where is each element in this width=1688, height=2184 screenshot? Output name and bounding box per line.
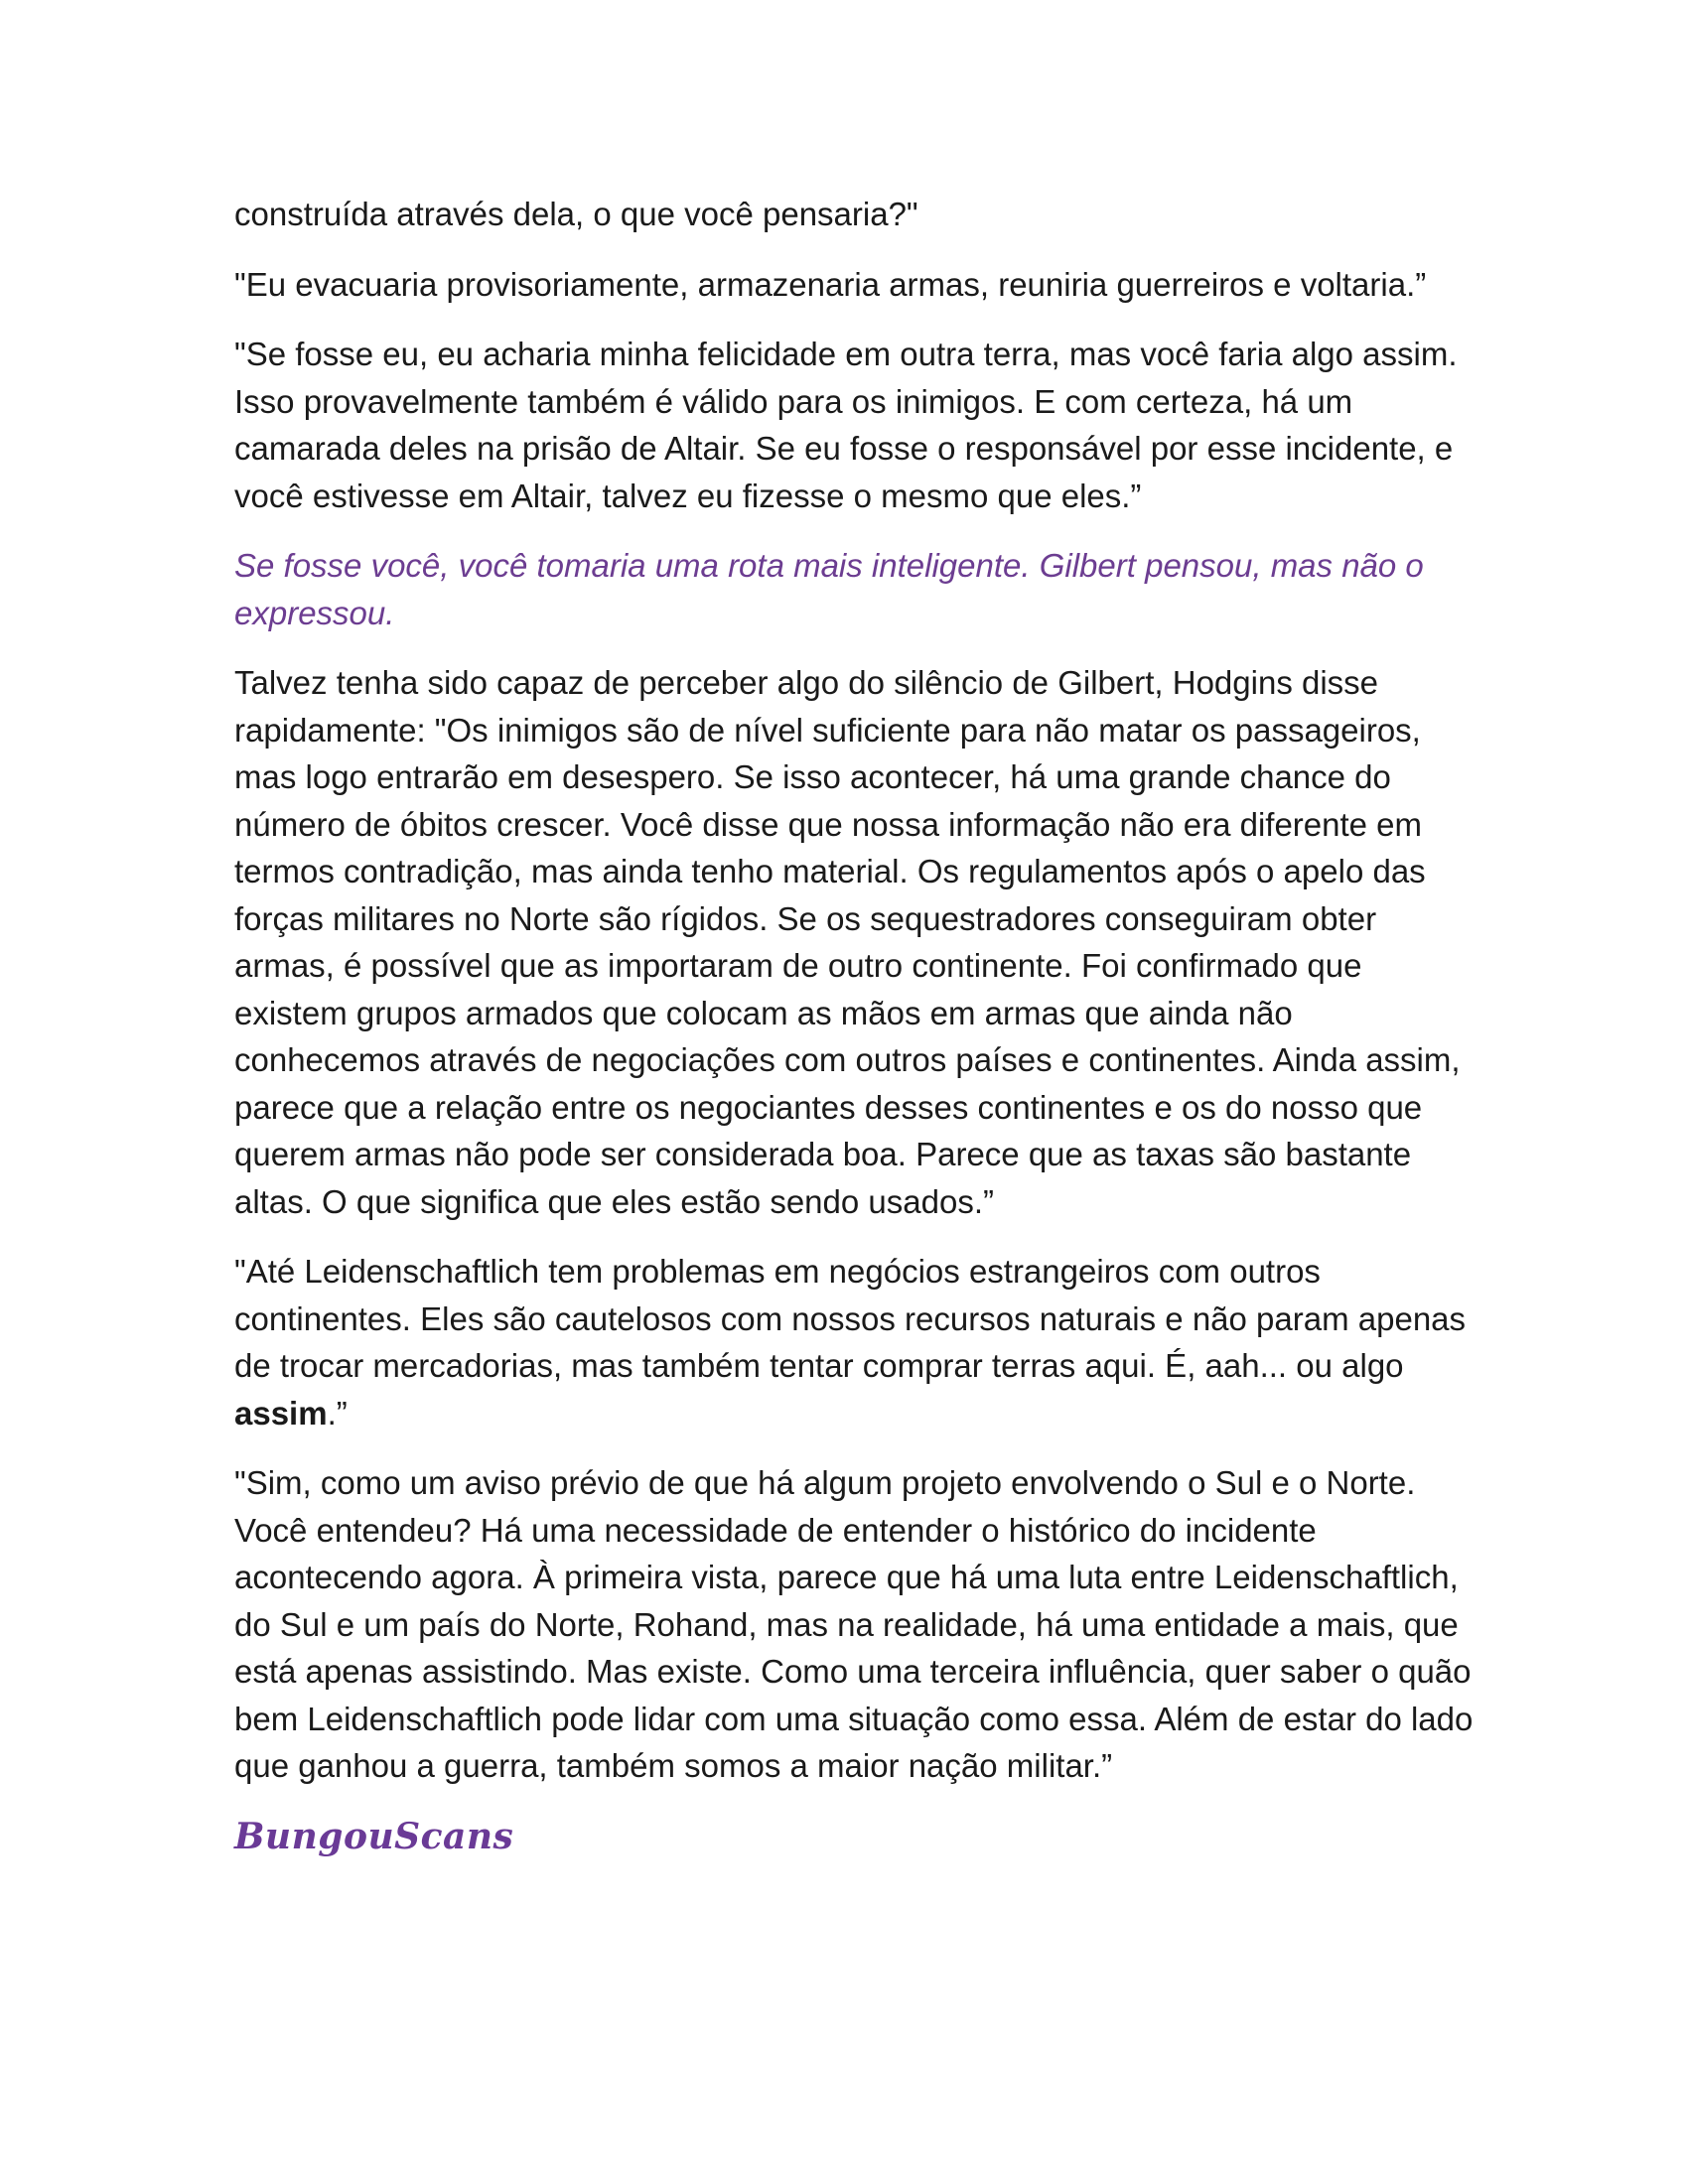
- paragraph-6: [234, 1248, 1476, 1436]
- scanlator-signature: BungouScans: [234, 1815, 514, 1857]
- paragraph-7: "Sim, como um aviso prévio de que há algum projeto envolvendo o Sul e o Norte. Você entendeu? Há uma necessidade de entender o histórico do incidente acontecendo agora. À primeira vista, parece que há uma luta entre Leidenschaftlich, do Sul e um país do Norte, Rohand, mas na realidade, há uma entidade a mais, que está apenas assistindo. Mas existe. Como uma terceira influência, quer saber o quão bem Leidenschaftlich pode lidar com uma situação como essa. Além de estar do lado que ganhou a guerra, também somos a maior nação militar.”: [234, 1464, 1474, 1784]
- paragraph-6-text-before: "Até Leidenschaftlich tem problemas em negócios estrangeiros com outros continentes. Eles são cautelosos com nossos recursos naturais e não param apenas de trocar mercadorias, mas também tentar comprar terras aqui. É, aah... ou algo: [234, 1253, 1467, 1384]
- paragraph-6-bold-word: assim: [234, 1394, 328, 1432]
- paragraph-5: Talvez tenha sido capaz de perceber algo do silêncio de Gilbert, Hodgins disse rapidamente: "Os inimigos são de nível suficiente para não matar os passageiros, mas logo entrarão em desespero. Se isso acontecer, há uma grande chance do número de óbitos crescer. Você disse que nossa informação não era diferente em termos contradição, mas ainda tenho material. Os regulamentos após o apelo das forças militares no Norte são rígidos. Se os sequestradores conseguiram obter armas, é possível que as importaram de outro continente. Foi confirmado que existem grupos armados que colocam as mãos em armas que ainda não conhecemos através de negociações com outros países e continentes. Ainda assim, parece que a relação entre os negociantes desses continentes e os do nosso que querem armas não pode ser considerada boa. Parece que as taxas são bastante altas. O que significa que eles estão sendo usados.”: [234, 664, 1461, 1220]
- paragraph-3: "Se fosse eu, eu acharia minha felicidade em outra terra, mas você faria algo assim. Isso provavelmente também é válido para os inimigos. E com certeza, há um camarada deles na prisão de Altair. Se eu fosse o responsável por esse incidente, e você estivesse em Altair, talvez eu fizesse o mesmo que eles.”: [234, 336, 1458, 514]
- paragraph-6-text-after: .”: [327, 1394, 348, 1432]
- document-page: [234, 191, 1476, 1860]
- italic-thought-paragraph: Se fosse você, você tomaria uma rota mais inteligente. Gilbert pensou, mas não o expressou.: [234, 547, 1424, 631]
- paragraph-2: "Eu evacuaria provisoriamente, armazenaria armas, reuniria guerreiros e voltaria.”: [234, 265, 1427, 303]
- paragraph-1: construída através dela, o que você pensaria?": [234, 196, 918, 232]
